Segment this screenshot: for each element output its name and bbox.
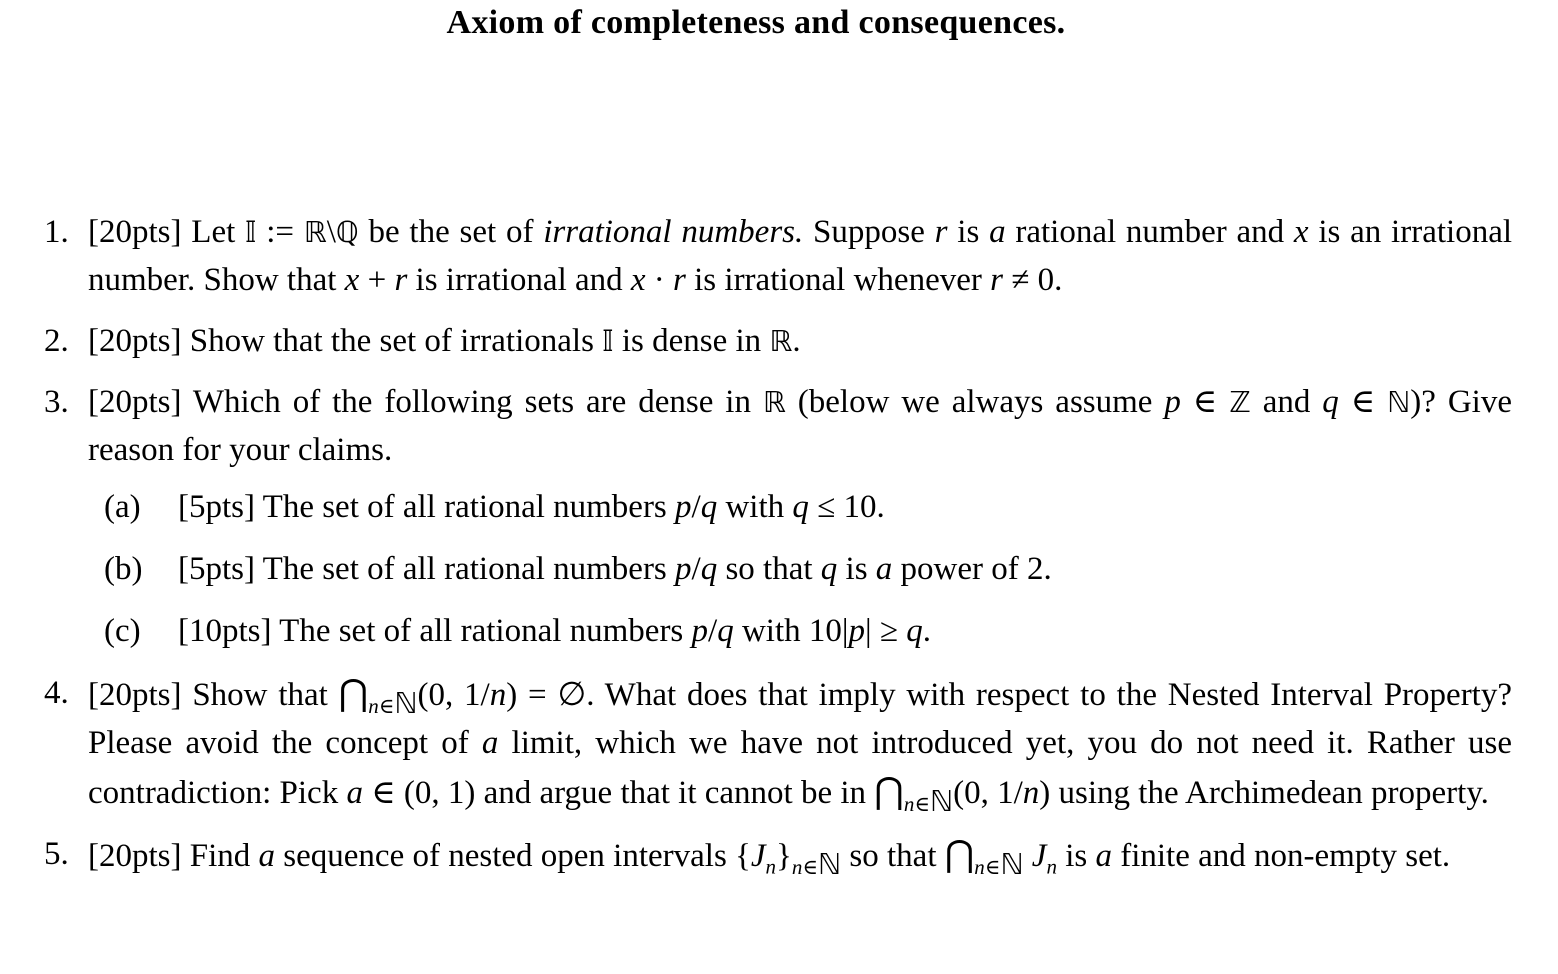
subpart-list (88, 483, 1512, 655)
problem-list (44, 208, 1512, 893)
subpart-text: The set of all rational numbers p/q so that q is a power of 2. (262, 551, 1052, 587)
problem-points: [20pts] (88, 838, 182, 874)
problem-number: 3. (44, 384, 69, 420)
problem-number: 5. (44, 836, 69, 872)
problem-text: Let � := ℝ\ℚ be the set of irrational numbers. Suppose r is a rational number and x is an irrational number. Show that x + r is irrational and x · r is irrational whenever r ≠ 0. (88, 214, 1513, 298)
subpart-c (88, 607, 1512, 655)
problem-text: Show that $⋂_{n\in ℕ}(0$, 1/n) = ∅. What does that imply with respect to the Nested Interval Property? Please avoid the concept of a limit, which we have not introduced yet, you do not need it. Rather use contradiction: Pick a ∈ (0, 1) and argue that it cannot be in $⋂_{n\in ℕ}(0$, 1/n) using the Archimedean property. (88, 673, 1512, 818)
subpart-points: [5pts] (178, 551, 255, 587)
subpart-points: [10pts] (178, 613, 272, 649)
problem-2 (44, 317, 1512, 365)
problem-5 (44, 830, 1512, 880)
subpart-label: (b) (104, 551, 143, 587)
problem-points: [20pts] (88, 323, 182, 359)
problem-text: Show that the set of irrationals � is dense in ℝ. (189, 323, 801, 359)
problem-3 (44, 378, 1512, 655)
subpart-text: The set of all rational numbers p/q with q ≤ 10. (262, 489, 885, 525)
problem-number: 2. (44, 323, 69, 359)
subpart-b (88, 545, 1512, 593)
problem-text: Which of the following sets are dense in ℝ (below we always assume p ∈ ℤ and q ∈ ℕ)? Give reason for your claims. (88, 384, 1512, 468)
problem-text: Find a sequence of nested open intervals $\{J_n\}_{n\in ℕ}$ so that $⋂_{n\in ℕ}$ $J_n$ is a finite and non-empty set. (189, 834, 1451, 881)
subpart-label: (a) (104, 489, 141, 525)
subpart-text: The set of all rational numbers p/q with 10|p| ≥ q. (279, 613, 931, 649)
subpart-label: (c) (104, 613, 141, 649)
problem-points: [20pts] (88, 384, 182, 420)
problem-points: [20pts] (88, 677, 182, 713)
document-title: Axiom of completeness and consequences. (446, 4, 1066, 41)
subpart-a (88, 483, 1512, 531)
problem-points: [20pts] (88, 214, 182, 250)
problem-4 (44, 669, 1512, 817)
problem-number: 1. (44, 214, 69, 250)
subpart-points: [5pts] (178, 489, 255, 525)
problem-number: 4. (44, 675, 69, 711)
problem-1 (44, 208, 1512, 304)
